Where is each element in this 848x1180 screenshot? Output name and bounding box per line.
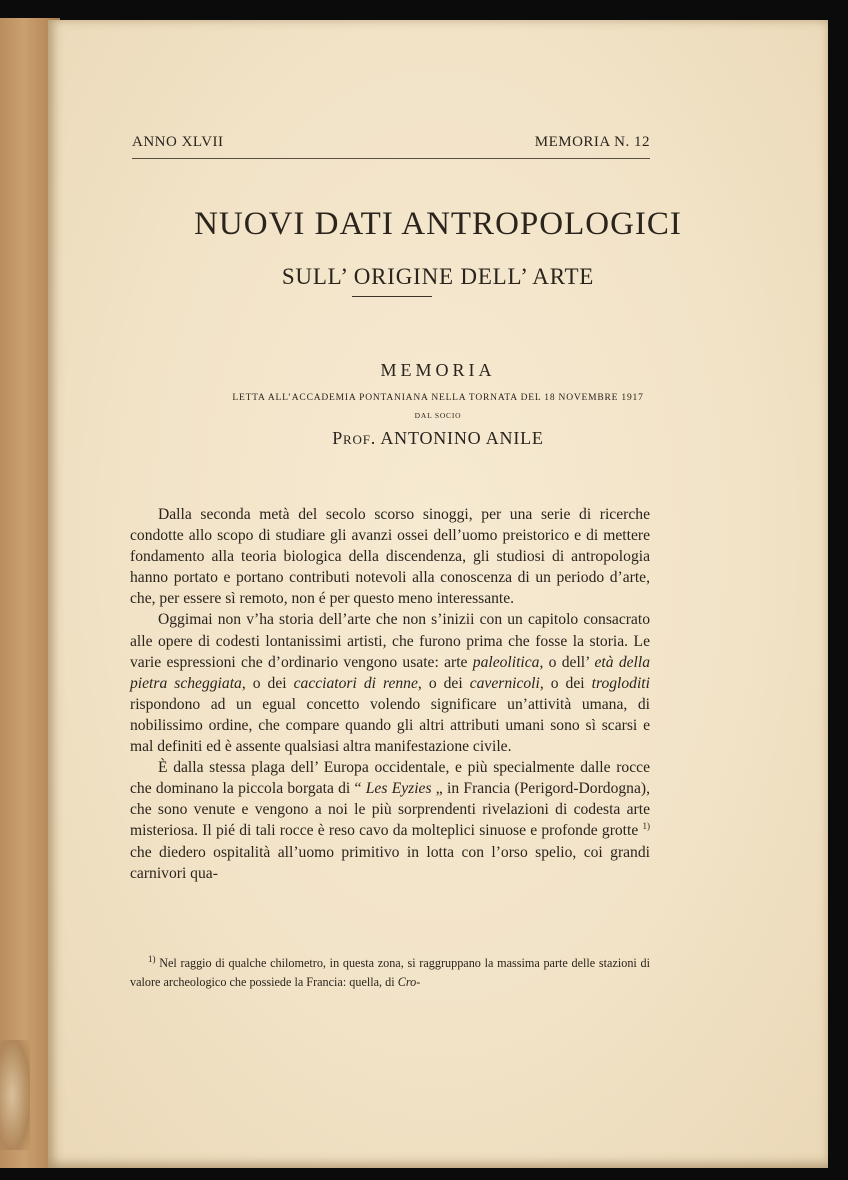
- p2-italic-5: trogloditi: [591, 674, 650, 692]
- p2-text-a: Oggimai non v’ha storia dell’arte che non s’inizii con un capitolo consacrato alle opere di codesti lontanissimi artisti, che furono prima che fosse la storia. Le varie espressioni che d’ordinario vengono usate: arte: [130, 611, 650, 671]
- footnote-text: Nel raggio di qualche chilometro, in questa zona, si raggruppano la massima parte delle stazioni di valore archeologico che possiede la Francia: quella, di: [130, 956, 650, 989]
- body-text: [130, 504, 650, 884]
- p2-italic-1: paleolitica: [472, 653, 540, 671]
- page-header: [132, 134, 650, 159]
- p2-text-e: , o dei: [539, 674, 592, 692]
- p2-italic-4: cavernicoli: [469, 674, 540, 692]
- memoir-number: MEMORIA N. 12: [534, 134, 650, 150]
- footnote-reference: 1): [642, 821, 650, 832]
- author-line: [48, 428, 828, 449]
- page-title: NUOVI DATI ANTROPOLOGICI: [194, 206, 682, 242]
- page-subtitle: SULL’ ORIGINE DELL’ ARTE: [281, 264, 595, 289]
- cover-stain: [0, 1040, 30, 1150]
- p3-text-a: È dalla stessa plaga dell’ Europa occidentale, e più specialmente dalle rocce che dominano la piccola borgata di “: [130, 759, 650, 798]
- author-name: ANTONINO ANILE: [380, 428, 544, 448]
- footnote-italic: Cro-: [397, 975, 421, 989]
- p2-text-b: , o dell’: [539, 653, 595, 671]
- author-title: Prof.: [332, 428, 377, 448]
- paragraph-1: Dalla seconda metà del secolo scorso sinoggi, per una serie di ricerche condotte allo scopo di studiare gli avanzi ossei dell’uomo preistorico e di mettere fondamento alla teoria biologica della discendenza, gli studiosi di antropologia hanno portato e portano contributi notevoli alla conoscenza di un periodo d’arte, che, per essere sì remoto, non é per questo meno interessante.: [130, 506, 650, 608]
- memoria-heading: MEMORIA: [380, 360, 496, 380]
- footnote: [130, 954, 650, 992]
- p2-italic-3: cacciatori di renne: [293, 674, 418, 692]
- document-page: [48, 20, 828, 1168]
- p2-italic-2: età della pietra scheggiata: [130, 653, 650, 692]
- title-divider: [352, 296, 432, 297]
- volume-label: ANNO XLVII: [132, 134, 224, 150]
- p3-text-b: „ in Francia (Perigord-Dordogna), che sono venute e vengono a noi le più sorprendenti rivelazioni di codesta arte misteriosa. Il pié di tali rocce è reso cavo da molteplici sinuose e profonde grotte: [130, 780, 650, 840]
- p2-text-d: , o dei: [417, 674, 470, 692]
- p3-text-c: che diedero ospitalità all’uomo primitivo in lotta con l’orso spelio, coi grandi carnivori qua-: [130, 843, 650, 882]
- p2-text-c: , o dei: [241, 674, 294, 692]
- paragraph-2: [130, 609, 650, 757]
- p2-text-f: rispondono ad un egual concetto volendo significare un’attività umana, di nobilissimo ordine, che compare quando gli altri attributi umani sono sì scarsi e mal definiti ed è assente qualsiasi altra manifestazione civile.: [130, 695, 650, 756]
- footnote-mark: 1): [148, 953, 156, 964]
- p3-italic-1: Les Eyzies: [365, 780, 432, 798]
- paragraph-3: [130, 757, 650, 884]
- member-note: DAL SOCIO: [414, 411, 462, 420]
- reading-note: LETTA ALL’ACCADEMIA PONTANIANA NELLA TORNATA DEL 18 NOVEMBRE 1917: [232, 393, 644, 403]
